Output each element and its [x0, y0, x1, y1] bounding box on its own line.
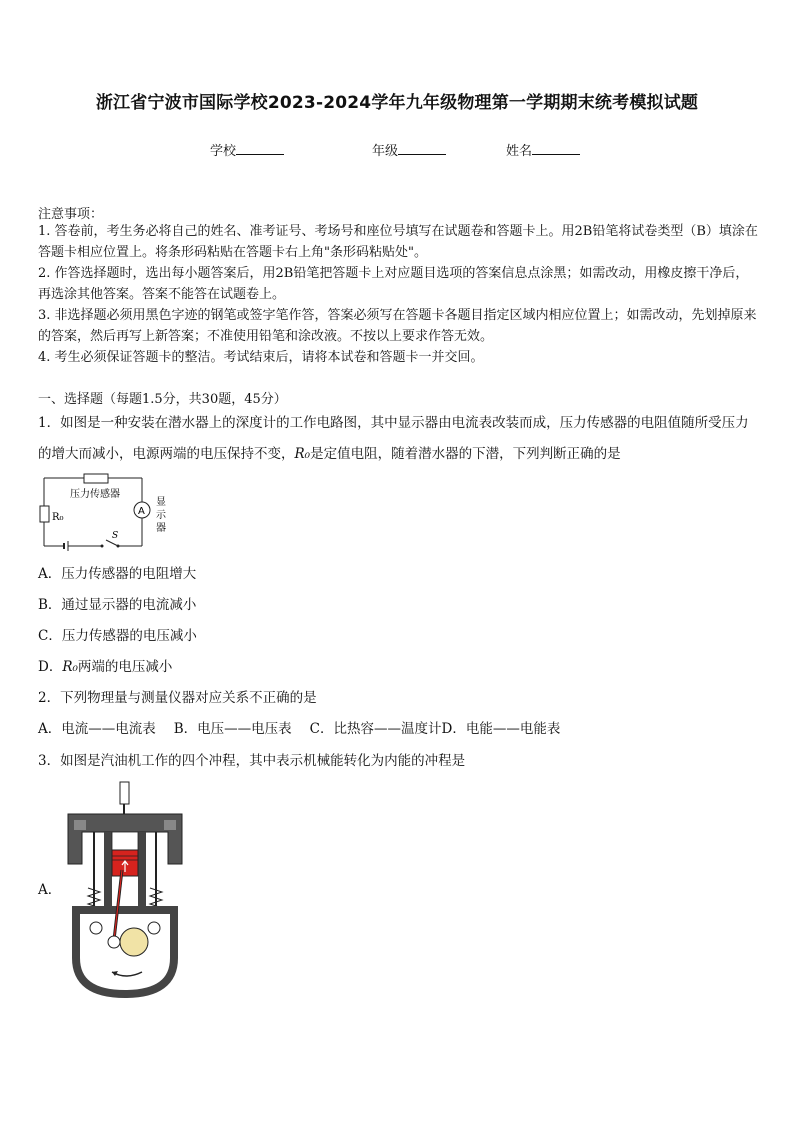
q2-option-a: A．电流——电流表	[38, 721, 156, 737]
notes-heading: 注意事项：	[38, 207, 104, 222]
question-3-stem: 3．如图是汽油机工作的四个冲程，其中表示机械能转化为内能的冲程是	[38, 753, 466, 769]
q1-option-d-text: 两端的电压减小	[77, 659, 173, 675]
grade-label: 年级	[372, 144, 399, 159]
q3-option-a: A．	[38, 882, 62, 898]
display-label-1: 显	[156, 497, 166, 508]
r0-symbol: R₀	[62, 659, 78, 675]
question-1-text-b: 是定值电阻，随着潜水器的下潜，下列判断正确的是	[310, 446, 621, 462]
grade-field	[372, 140, 446, 159]
q2-option-c: C．比热容——温度计	[309, 721, 442, 737]
name-field	[506, 140, 580, 159]
display-label-2: 示	[156, 510, 166, 521]
question-1-stem	[38, 408, 760, 470]
q1-option-a: A．压力传感器的电阻增大	[38, 566, 197, 582]
q1-option-c: C．压力传感器的电压减小	[38, 628, 197, 644]
note-item: 1. 答卷前，考生务必将自己的姓名、准考证号、考场号和座位号填写在试题卷和答题卡上。用2B铅笔将试卷类型（B）填涂在答题卡相应位置上。将条形码粘贴在答题卡右上角"条形码粘贴处"。	[38, 224, 758, 260]
name-label: 姓名	[506, 144, 533, 159]
name-blank	[532, 142, 580, 155]
school-field	[210, 140, 284, 159]
section-heading: 一、选择题（每题1.5分，共30题，45分）	[38, 392, 287, 407]
school-label: 学校	[210, 144, 237, 159]
question-1-text-a: 1．如图是一种安装在潜水器上的深度计的工作电路图，其中显示器由电流表改装而成，压力传感器的电阻值随所受压力的增大而减小，电源两端的电压保持不变，	[38, 415, 749, 462]
grade-blank	[398, 142, 446, 155]
school-blank	[236, 142, 284, 155]
switch-label: S	[112, 531, 119, 541]
q2-option-d: D．电能——电能表	[441, 721, 561, 737]
question-2-stem: 2．下列物理量与测量仪器对应关系不正确的是	[38, 690, 317, 706]
q1-option-d-prefix: D．	[38, 659, 63, 675]
r0-label: R₀	[52, 512, 64, 523]
q2-options	[38, 717, 578, 737]
circuit-diagram	[36, 470, 176, 556]
q1-option-b: B．通过显示器的电流减小	[38, 597, 197, 613]
engine-cylinder-diagram	[62, 780, 192, 1000]
sensor-label: 压力传感器	[70, 489, 120, 500]
note-item: 3. 非选择题必须用黑色字迹的钢笔或签字笔作答，答案必须写在答题卡各题目指定区域内相应位置上；如需改动，先划掉原来的答案，然后再写上新答案；不准使用铅笔和涂改液。不按以上要求作答无效。	[38, 308, 757, 344]
page-title: 浙江省宁波市国际学校2023-2024学年九年级物理第一学期期末统考模拟试题	[95, 93, 699, 113]
r0-symbol: R₀	[294, 446, 311, 462]
q1-option-d	[38, 655, 172, 675]
note-item: 4. 考生必须保证答题卡的整洁。考试结束后，请将本试卷和答题卡一并交回。	[38, 350, 484, 365]
ammeter-label: A	[138, 506, 145, 517]
q2-option-b: B．电压——电压表	[173, 721, 292, 737]
note-item: 2. 作答选择题时，选出每小题答案后，用2B铅笔把答题卡上对应题目选项的答案信息点涂黑；如需改动，用橡皮擦干净后，再选涂其他答案。答案不能答在试题卷上。	[38, 266, 749, 302]
display-label-3: 器	[156, 523, 166, 534]
